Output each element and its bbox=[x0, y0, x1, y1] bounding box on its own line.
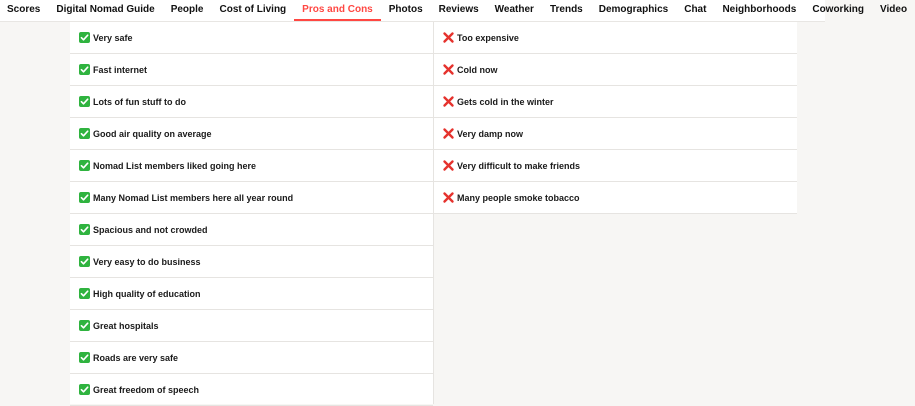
item-label: Great hospitals bbox=[93, 320, 159, 331]
pro-item bbox=[70, 86, 433, 118]
item-label: High quality of education bbox=[93, 288, 201, 299]
item-label: Good air quality on average bbox=[93, 128, 212, 139]
cons-list bbox=[434, 22, 797, 214]
cross-mark-icon bbox=[443, 192, 454, 203]
con-item bbox=[434, 118, 797, 150]
tab-video[interactable]: Video bbox=[880, 4, 908, 15]
item-label: Many Nomad List members here all year round bbox=[93, 192, 294, 203]
pro-item bbox=[70, 118, 433, 150]
pros-list bbox=[70, 22, 434, 404]
pro-item bbox=[70, 214, 433, 246]
con-item bbox=[434, 182, 797, 214]
tab-trends[interactable]: Trends bbox=[549, 4, 583, 15]
pro-item bbox=[70, 150, 433, 182]
cross-mark-icon bbox=[443, 32, 454, 43]
check-mark-icon bbox=[79, 384, 90, 395]
tab-weather[interactable]: Weather bbox=[494, 4, 534, 15]
pro-item bbox=[70, 374, 433, 406]
item-label: Fast internet bbox=[93, 64, 148, 75]
item-label: Very safe bbox=[93, 32, 133, 43]
con-item bbox=[434, 86, 797, 118]
pro-item bbox=[70, 246, 433, 278]
item-label: Too expensive bbox=[457, 32, 519, 43]
item-label: Very difficult to make friends bbox=[457, 160, 581, 171]
tab-demographics[interactable]: Demographics bbox=[598, 4, 669, 15]
check-mark-icon bbox=[79, 352, 90, 363]
check-mark-icon bbox=[79, 32, 90, 43]
item-label: Many people smoke tobacco bbox=[457, 192, 580, 203]
tab-reviews[interactable]: Reviews bbox=[438, 4, 479, 15]
con-item bbox=[434, 150, 797, 182]
cross-mark-icon bbox=[443, 64, 454, 75]
item-label: Very damp now bbox=[457, 128, 524, 139]
con-item bbox=[434, 22, 797, 54]
tab-scores[interactable]: Scores bbox=[7, 4, 41, 15]
tab-coworking[interactable]: Coworking bbox=[812, 4, 865, 15]
pro-item bbox=[70, 278, 433, 310]
item-label: Gets cold in the winter bbox=[457, 96, 554, 107]
check-mark-icon bbox=[79, 160, 90, 171]
check-mark-icon bbox=[79, 192, 90, 203]
check-mark-icon bbox=[79, 320, 90, 331]
check-mark-icon bbox=[79, 288, 90, 299]
item-label: Spacious and not crowded bbox=[93, 224, 208, 235]
item-label: Great freedom of speech bbox=[93, 384, 200, 395]
tab-neighborhoods[interactable]: Neighborhoods bbox=[722, 4, 797, 15]
tab-pros-and-cons[interactable]: Pros and Cons bbox=[294, 0, 381, 21]
item-label: Cold now bbox=[457, 64, 498, 75]
cross-mark-icon bbox=[443, 128, 454, 139]
tab-digital-nomad-guide[interactable]: Digital Nomad Guide bbox=[56, 4, 155, 15]
con-item bbox=[434, 54, 797, 86]
pro-item bbox=[70, 182, 433, 214]
cross-mark-icon bbox=[443, 96, 454, 107]
check-mark-icon bbox=[79, 128, 90, 139]
pro-item bbox=[70, 22, 433, 54]
tab-photos[interactable]: Photos bbox=[388, 4, 423, 15]
check-mark-icon bbox=[79, 256, 90, 267]
tab-chat[interactable]: Chat bbox=[684, 4, 707, 15]
check-mark-icon bbox=[79, 64, 90, 75]
cross-mark-icon bbox=[443, 160, 454, 171]
pro-item bbox=[70, 54, 433, 86]
pro-item bbox=[70, 342, 433, 374]
item-label: Very easy to do business bbox=[93, 256, 201, 267]
pro-item bbox=[70, 310, 433, 342]
section-tabs bbox=[0, 0, 908, 22]
check-mark-icon bbox=[79, 224, 90, 235]
item-label: Nomad List members liked going here bbox=[93, 160, 257, 171]
check-mark-icon bbox=[79, 96, 90, 107]
tab-people[interactable]: People bbox=[170, 4, 204, 15]
tab-cost-of-living[interactable]: Cost of Living bbox=[219, 4, 287, 15]
item-label: Lots of fun stuff to do bbox=[93, 96, 186, 107]
item-label: Roads are very safe bbox=[93, 352, 179, 363]
